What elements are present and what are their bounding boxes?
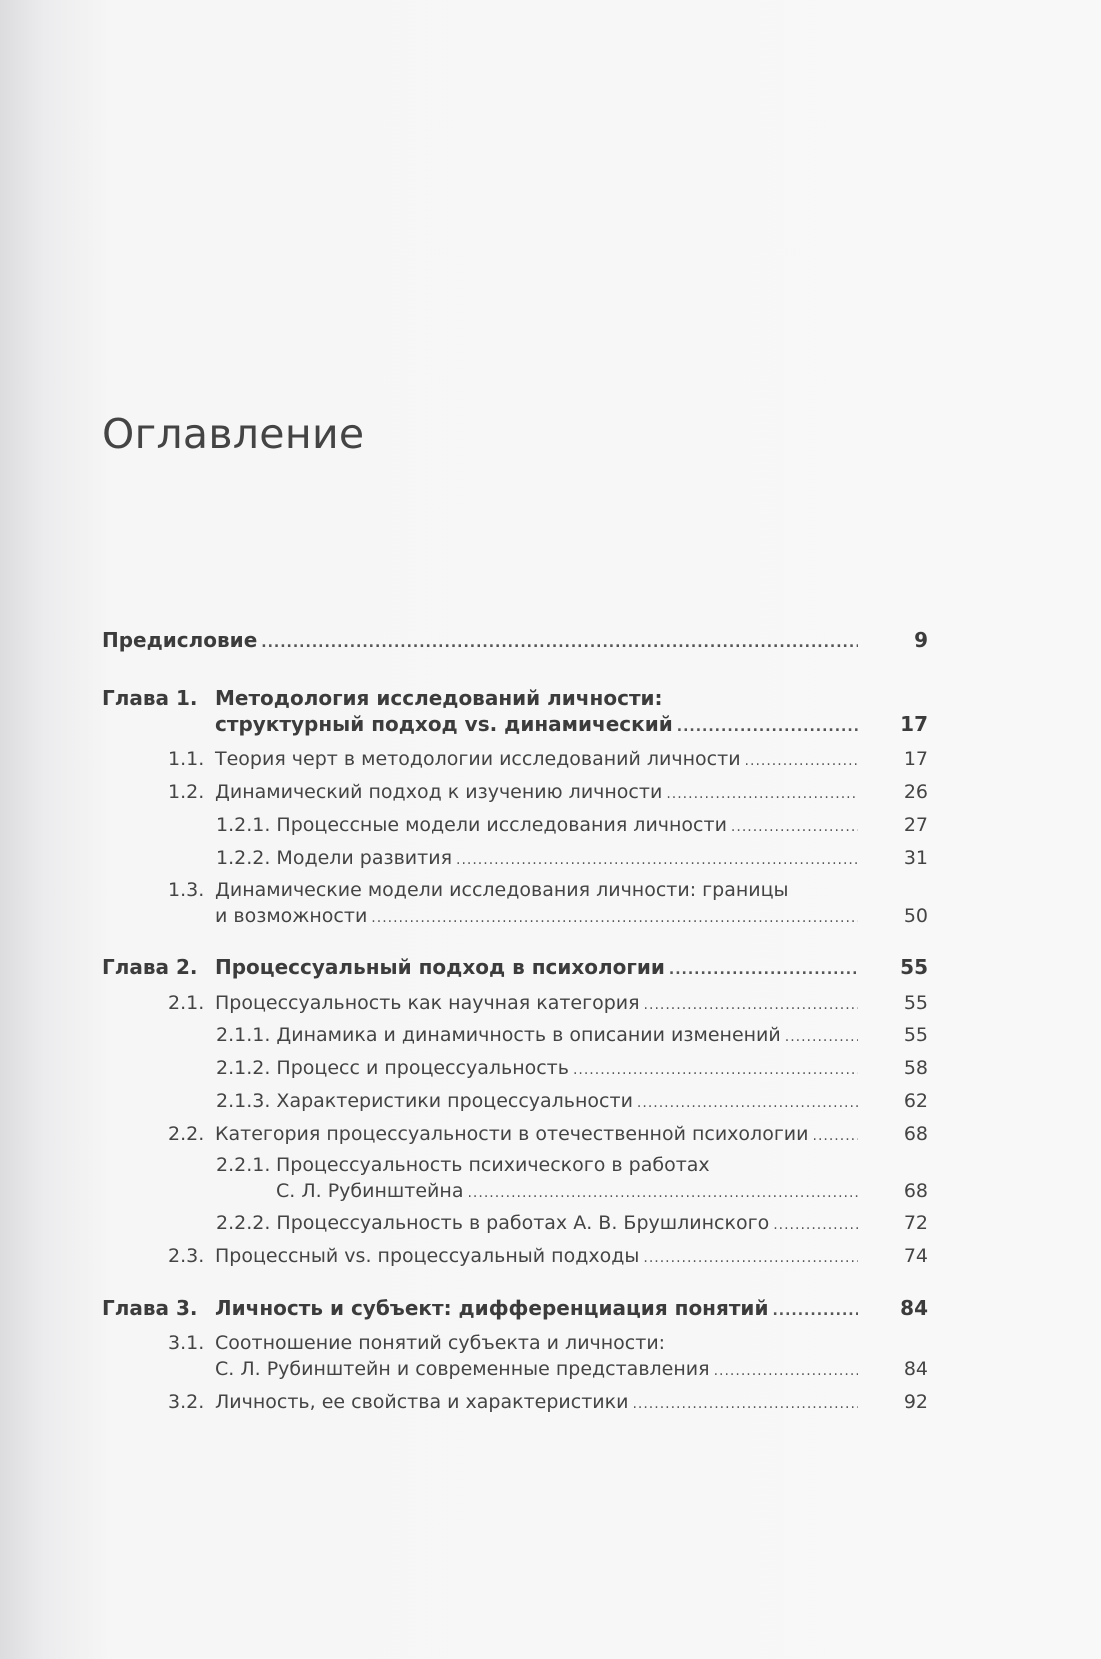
toc-page-number: 62 bbox=[903, 1090, 928, 1112]
toc-leader-dots bbox=[643, 1250, 858, 1266]
toc-page-number: 72 bbox=[903, 1212, 928, 1234]
toc-entry-title: Личность, ее свойства и характеристики bbox=[215, 1391, 629, 1413]
toc-entry[interactable] bbox=[216, 1212, 862, 1234]
toc-leader-dots bbox=[714, 1363, 858, 1379]
toc-entry-number: 1.2. bbox=[168, 781, 205, 803]
toc-entry-number: Глава 2. bbox=[102, 955, 198, 979]
toc-entry-number: 3.1. bbox=[168, 1332, 205, 1354]
toc-page-number: 84 bbox=[900, 1296, 928, 1320]
toc-leader-dots bbox=[669, 962, 858, 978]
toc-page-number: 50 bbox=[903, 905, 928, 927]
toc-entry-title: 2.1.3. Характеристики процессуальности bbox=[216, 1090, 633, 1112]
toc-entry-title: Процессуальность психического в работах bbox=[276, 1154, 710, 1176]
toc-entry-number: 2.1. bbox=[168, 992, 205, 1014]
toc-entry[interactable] bbox=[216, 814, 862, 836]
toc-entry-title: Соотношение понятий субъекта и личности: bbox=[215, 1332, 666, 1354]
toc-entry[interactable] bbox=[215, 955, 862, 979]
toc-leader-dots bbox=[632, 1396, 858, 1412]
toc-entry[interactable] bbox=[216, 847, 862, 869]
toc-leader-dots bbox=[745, 753, 858, 769]
toc-page-number: 31 bbox=[903, 847, 928, 869]
toc-leader-dots bbox=[467, 1185, 858, 1201]
page-title: Оглавление bbox=[102, 410, 365, 458]
toc-entry[interactable] bbox=[102, 628, 862, 652]
toc-entry[interactable] bbox=[215, 686, 862, 710]
toc-entry-title: С. Л. Рубинштейна bbox=[276, 1180, 464, 1202]
toc-page-number: 27 bbox=[903, 814, 928, 836]
toc-entry[interactable] bbox=[215, 992, 862, 1014]
toc-leader-dots bbox=[456, 852, 858, 868]
toc-entry[interactable] bbox=[215, 1358, 862, 1380]
toc-page-number: 17 bbox=[903, 748, 928, 770]
toc-entry[interactable] bbox=[276, 1154, 862, 1176]
toc-entry-number: 2.2.1. bbox=[216, 1154, 271, 1176]
toc-page-number: 58 bbox=[903, 1057, 928, 1079]
toc-entry-title: Процессуальный подход в психологии bbox=[215, 955, 665, 979]
toc-page-number: 84 bbox=[903, 1358, 928, 1380]
toc-leader-dots bbox=[731, 819, 858, 835]
toc-entry-title: С. Л. Рубинштейн и современные представления bbox=[215, 1358, 710, 1380]
toc-entry[interactable] bbox=[216, 1090, 862, 1112]
toc-entry-number: 1.3. bbox=[168, 879, 205, 901]
toc-page-number: 55 bbox=[903, 1024, 928, 1046]
toc-entry-title: 2.1.1. Динамика и динамичность в описании изменений bbox=[216, 1024, 781, 1046]
toc-entry[interactable] bbox=[215, 781, 862, 803]
toc-leader-dots bbox=[677, 719, 858, 735]
toc-page-number: 55 bbox=[903, 992, 928, 1014]
toc-entry[interactable] bbox=[215, 1332, 862, 1354]
toc-leader-dots bbox=[813, 1128, 859, 1144]
toc-entry-title: Категория процессуальности в отечественной психологии bbox=[215, 1123, 809, 1145]
toc-entry-title: и возможности bbox=[215, 905, 368, 927]
toc-leader-dots bbox=[666, 786, 858, 802]
toc-entry-title: 1.2.1. Процессные модели исследования личности bbox=[216, 814, 727, 836]
toc-entry-title: Личность и субъект: дифференциация понятий bbox=[215, 1296, 769, 1320]
toc-entry-title: Процессный vs. процессуальный подходы bbox=[215, 1245, 640, 1267]
toc-entry-title: 1.2.2. Модели развития bbox=[216, 847, 452, 869]
toc-entry[interactable] bbox=[216, 1057, 862, 1079]
toc-page-number: 9 bbox=[914, 628, 928, 652]
toc-leader-dots bbox=[573, 1062, 858, 1078]
toc-entry[interactable] bbox=[215, 1123, 862, 1145]
toc-entry-number: 2.2. bbox=[168, 1123, 205, 1145]
toc-entry[interactable] bbox=[216, 1024, 862, 1046]
toc-entry-title: 2.2.2. Процессуальность в работах А. В. Брушлинского bbox=[216, 1212, 770, 1234]
toc-leader-dots bbox=[773, 1217, 858, 1233]
toc-page-number: 17 bbox=[900, 712, 928, 736]
toc-entry[interactable] bbox=[215, 1391, 862, 1413]
toc-entry-number: 1.1. bbox=[168, 748, 205, 770]
toc-entry[interactable] bbox=[215, 748, 862, 770]
toc-entry-number: Глава 1. bbox=[102, 686, 198, 710]
toc-entry-title: Предисловие bbox=[102, 628, 258, 652]
toc-leader-dots bbox=[261, 635, 858, 651]
toc-entry-number: 2.3. bbox=[168, 1245, 205, 1267]
toc-entry-title: 2.1.2. Процесс и процессуальность bbox=[216, 1057, 569, 1079]
toc-entry-title: Процессуальность как научная категория bbox=[215, 992, 640, 1014]
toc-leader-dots bbox=[772, 1303, 858, 1319]
toc-page-number: 68 bbox=[903, 1123, 928, 1145]
toc-page-number: 74 bbox=[903, 1245, 928, 1267]
toc-entry-title: Динамический подход к изучению личности bbox=[215, 781, 663, 803]
toc-leader-dots bbox=[637, 1095, 858, 1111]
toc-page-number: 68 bbox=[903, 1180, 928, 1202]
toc-leader-dots bbox=[785, 1029, 858, 1045]
toc-entry[interactable] bbox=[215, 905, 862, 927]
toc-entry[interactable] bbox=[215, 1245, 862, 1267]
toc-entry-title: структурный подход vs. динамический bbox=[215, 712, 673, 736]
toc-page-number: 55 bbox=[900, 955, 928, 979]
toc-entry[interactable] bbox=[215, 712, 862, 736]
toc-entry-title: Методология исследований личности: bbox=[215, 686, 663, 710]
toc-leader-dots bbox=[644, 997, 858, 1013]
toc-entry-number: 3.2. bbox=[168, 1391, 205, 1413]
toc-page-number: 26 bbox=[903, 781, 928, 803]
toc-entry-number: Глава 3. bbox=[102, 1296, 198, 1320]
toc-entry[interactable] bbox=[215, 879, 862, 901]
toc-entry[interactable] bbox=[276, 1180, 862, 1202]
toc-entry-title: Динамические модели исследования личности: границы bbox=[215, 879, 789, 901]
toc-entry-title: Теория черт в методологии исследований личности bbox=[215, 748, 741, 770]
toc-entry[interactable] bbox=[215, 1296, 862, 1320]
toc-page-number: 92 bbox=[903, 1391, 928, 1413]
toc-leader-dots bbox=[371, 910, 858, 926]
